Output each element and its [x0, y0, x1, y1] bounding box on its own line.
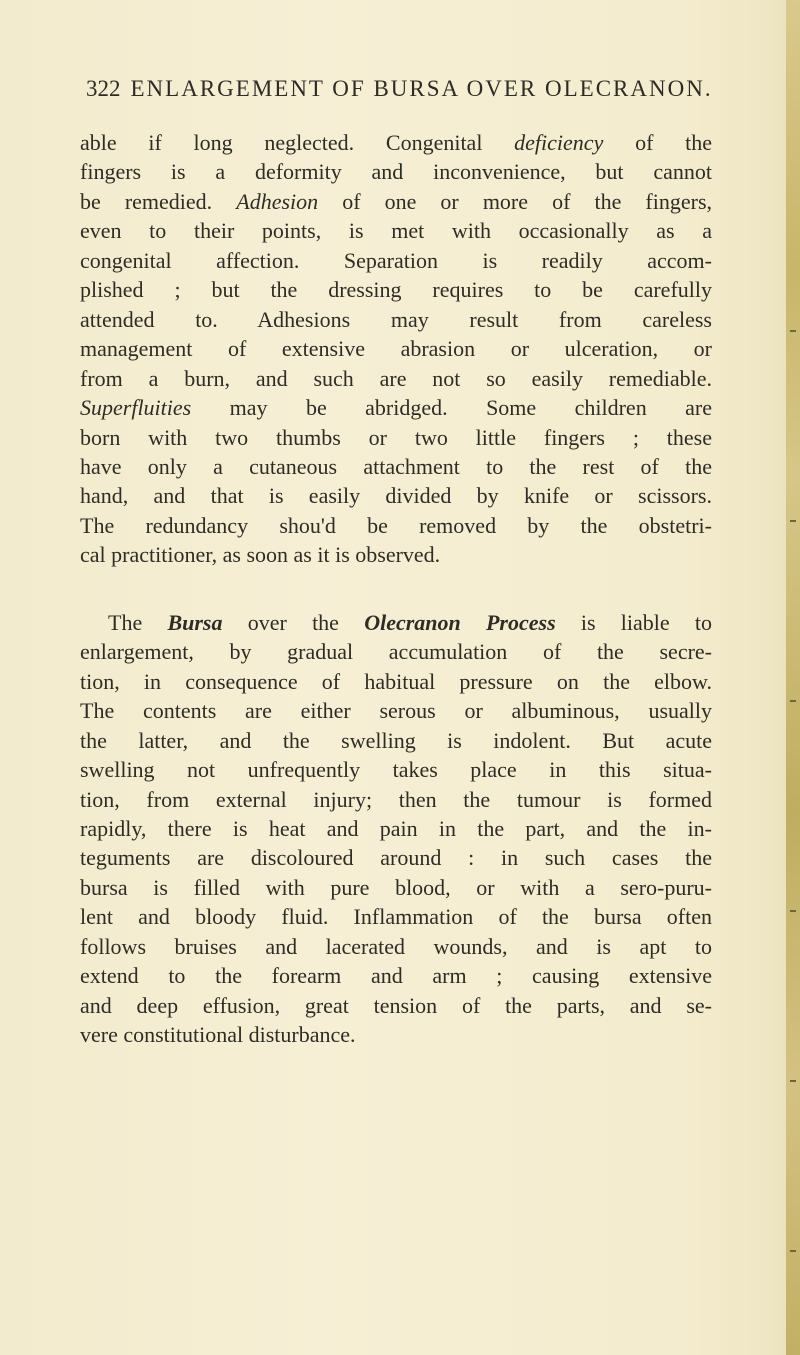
- text-line: congenital affection. Separation is readily accom-: [80, 247, 712, 273]
- text-span: is liable to: [555, 609, 713, 635]
- text-line: rapidly, there is heat and pain in the part, and the in-: [80, 815, 712, 841]
- text-line: fingers is a deformity and inconvenience, but cannot: [80, 159, 712, 185]
- text-line: born with two thumbs or two little fingers ; these: [80, 424, 712, 450]
- text-span: over the: [222, 609, 365, 635]
- italic-term: deficiency: [514, 130, 604, 155]
- italic-term: Superfluities: [80, 395, 192, 421]
- text-line: teguments are discoloured around : in such cases the: [80, 845, 712, 871]
- paragraph-bursa: [80, 608, 712, 1050]
- text-line: tion, from external injury; then the tumour is formed: [80, 786, 712, 812]
- edge-speck: [790, 520, 796, 522]
- text-line: even to their points, is met with occasionally as a: [80, 218, 712, 244]
- text-span: of the: [603, 130, 713, 155]
- running-title: ENLARGEMENT OF BURSA OVER OLECRANON.: [130, 76, 713, 101]
- text-line: from a burn, and such are not so easily remediable.: [80, 365, 712, 391]
- text-line: extend to the forearm and arm ; causing extensive: [80, 963, 712, 989]
- text-line: swelling not unfrequently takes place in this situa-: [80, 757, 712, 783]
- text-line: tion, in consequence of habitual pressure on the elbow.: [80, 668, 712, 694]
- text-line: bursa is filled with pure blood, or with a sero-puru-: [80, 874, 712, 900]
- page-number: 322: [86, 76, 121, 101]
- text-span: of one or more of the fingers,: [318, 188, 713, 214]
- text-span: be remedied.: [80, 188, 237, 214]
- running-header: [86, 76, 726, 102]
- text-span: may be abridged. Some children are: [191, 395, 712, 421]
- italic-term: Adhesion: [236, 188, 319, 214]
- text-line: enlargement, by gradual accumulation of the secre-: [80, 639, 712, 665]
- text-line: cal practitioner, as soon as it is observed.: [80, 542, 441, 568]
- text-line: plished ; but the dressing requires to be carefully: [80, 277, 712, 303]
- italic-term: Olecranon Process: [364, 609, 556, 635]
- text-line: The contents are either serous or albuminous, usually: [80, 698, 712, 724]
- text-line: follows bruises and lacerated wounds, and is apt to: [80, 933, 712, 959]
- text-span: able if long neglected. Congenital: [80, 130, 515, 155]
- edge-speck: [790, 1080, 796, 1082]
- edge-speck: [790, 700, 796, 702]
- text-line: have only a cutaneous attachment to the rest of the: [80, 453, 712, 479]
- edge-speck: [790, 910, 796, 912]
- paragraph-fingers: [80, 128, 712, 570]
- paragraph-gap: [80, 570, 712, 608]
- text-span: The: [108, 609, 168, 635]
- body-text: [80, 128, 712, 1050]
- italic-term: Bursa: [167, 609, 223, 635]
- text-line: hand, and that is easily divided by knife or scissors.: [80, 483, 712, 509]
- text-line: vere constitutional disturbance.: [80, 1022, 356, 1048]
- text-line: attended to. Adhesions may result from careless: [80, 306, 712, 332]
- edge-speck: [790, 1250, 796, 1252]
- text-line: and deep effusion, great tension of the parts, and se-: [80, 992, 712, 1018]
- text-line: [80, 187, 712, 216]
- page-edge: [786, 0, 800, 1355]
- edge-speck: [790, 330, 796, 332]
- text-line: the latter, and the swelling is indolent. But acute: [80, 727, 712, 753]
- text-line: The redundancy shou'd be removed by the obstetri-: [80, 512, 712, 538]
- text-line: management of extensive abrasion or ulceration, or: [80, 336, 712, 362]
- text-line: [80, 128, 712, 157]
- text-line: lent and bloody fluid. Inflammation of the bursa often: [80, 904, 712, 930]
- text-line: [80, 393, 712, 422]
- text-line: [80, 608, 712, 637]
